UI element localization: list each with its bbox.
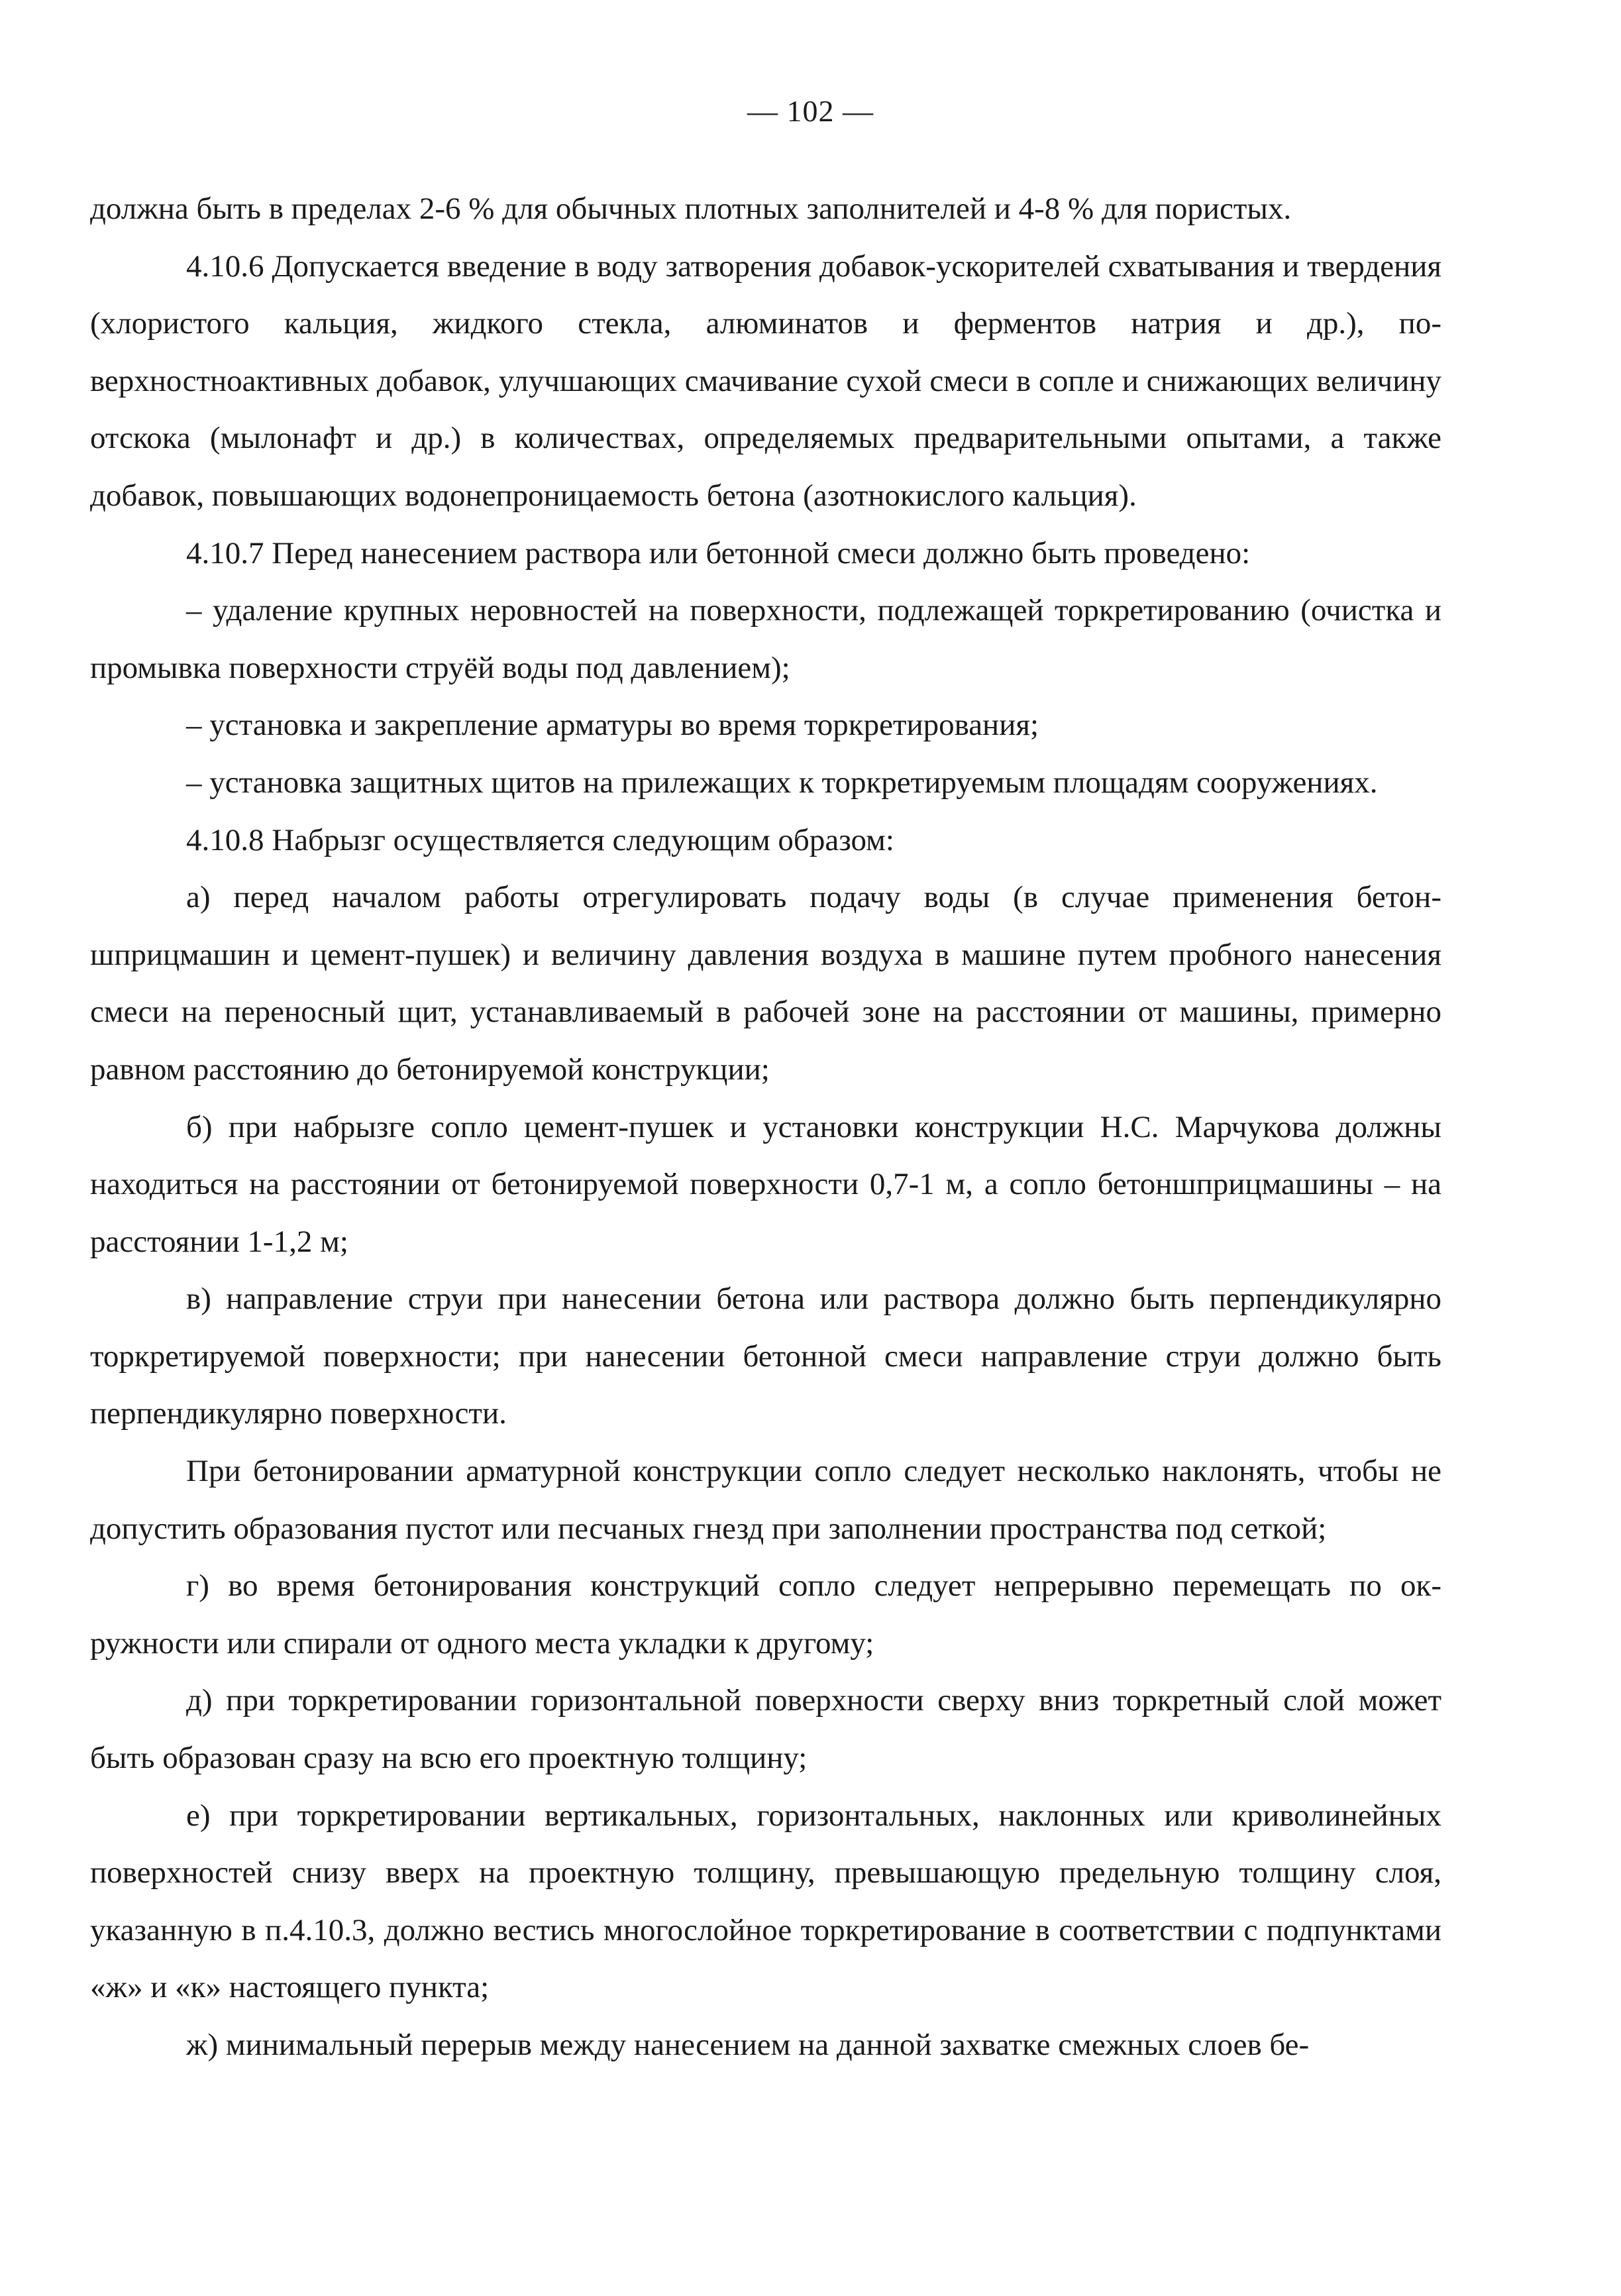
paragraph-4-10-8: 4.10.8 Набрызг осуществляется следующим образом:	[186, 822, 894, 857]
paragraph-reinforced-concreting: При бетонировании арматурной конструкции сопло следует несколько наклонять, чтобы не допустить образования пустот или песчаных гнезд при заполнении пространства под сеткой;	[90, 1454, 1441, 1546]
paragraph-4-10-6: 4.10.6 Допускается введение в воду затворения добавок-ускорителей схватывания и твердения (хлористого кальция, жидкого стекла, алюминатов и ферментов натрия и др.), поверхностноактивных добавок, улучшающих смачивание сухой смеси в сопле и снижающих величину отскока (мылонафт и др.) в количествах, определяемых предварительными опытами, а также добавок, повышающих водонепроницаемость бетона (азотнокислого кальция).	[90, 248, 1441, 513]
list-item-zh: ж) минимальный перерыв между нанесением на данной захватке смежных слоев бе-	[186, 2028, 1310, 2062]
list-item-b: б) при набрызге сопло цемент-пушек и установки конструкции Н.С. Марчукова должны находиться на расстоянии от бетонируемой поверхности 0,7-1 м, а сопло бетоншприцмашины – на расстоянии 1-1,2 м;	[90, 1109, 1441, 1259]
list-item-a: а) перед началом работы отрегулировать подачу воды (в случае применения бетоншприцмашин и цемент-пушек) и величину давления воздуха в машине путем пробного нанесения смеси на переносный щит, устанавливаемый в рабочей зоне на расстоянии от машины, примерно равном расстоянию до бетонируемой конструкции;	[90, 880, 1441, 1087]
list-item-reinforcement: – установка и закрепление арматуры во время торкретирования;	[186, 708, 1039, 743]
paragraph-continuation: должна быть в пределах 2-6 % для обычных плотных заполнителей и 4-8 % для пористых.	[90, 191, 1292, 226]
list-item-d: д) при торкретировании горизонтальной поверхности сверху вниз торкретный слой может быть образован сразу на всю его проектную толщину;	[90, 1683, 1441, 1776]
list-item-shields: – установка защитных щитов на прилежащих к торкретируемым площадям сооружениях.	[186, 765, 1378, 800]
list-item-g: г) во время бетонирования конструкций сопло следует непрерывно перемещать по окружности или спирали от одного места укладки к другому;	[90, 1568, 1441, 1661]
list-item-e: е) при торкретировании вертикальных, горизонтальных, наклонных или криволинейных поверхностей снизу вверх на проектную толщину, превышающую предельную толщину слоя, указанную в п.4.10.3, должно вестись многослойное торкретирование в соответствии с подпунктами «ж» и «к» настоящего пункта;	[90, 1798, 1441, 2005]
page-number: — 102 —	[747, 94, 874, 128]
list-item-v: в) направление струи при нанесении бетона или раствора должно быть перпендикулярно торкретируемой поверхности; при нанесении бетонной смеси направление струи должно быть перпендикулярно поверхности.	[90, 1282, 1441, 1431]
list-item-removal: – удаление крупных неровностей на поверхности, подлежащей торкретированию (очистка и промывка поверхности струёй воды под давлением);	[90, 593, 1441, 685]
paragraph-4-10-7: 4.10.7 Перед нанесением раствора или бетонной смеси должно быть проведено:	[186, 535, 1251, 571]
document-body	[90, 180, 1441, 2074]
